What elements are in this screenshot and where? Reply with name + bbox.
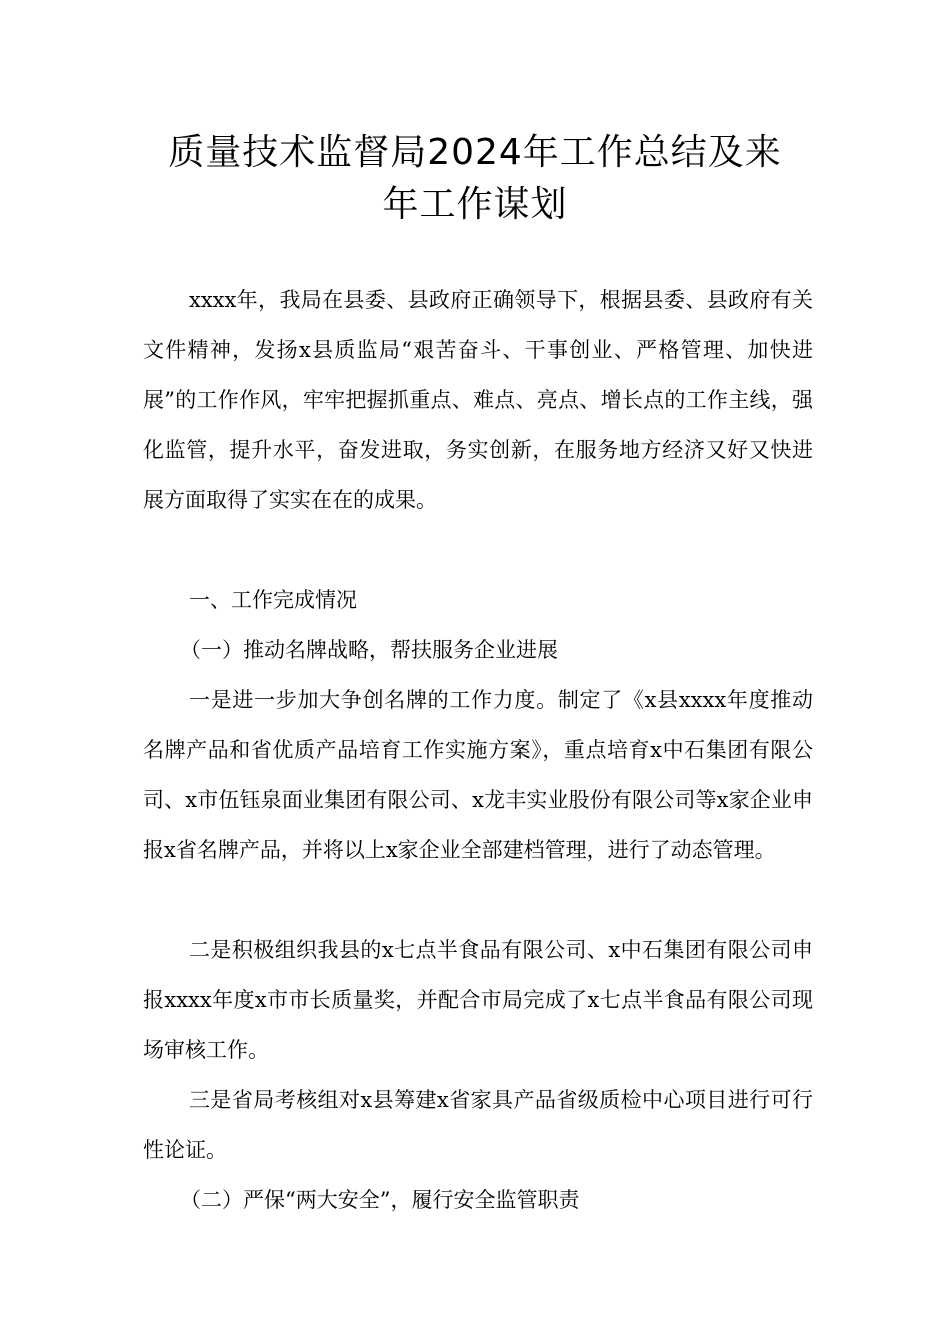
intro-paragraph: xxxx年，我局在县委、县政府正确领导下，根据县委、县政府有关文件精神，发扬x县质监局“艰苦奋斗、干事创业、严格管理、加快进展”的工作作风，牢牢把握抓重点、难点、亮点、增长点的工作主线，强化监管，提升水平，奋发进取，务实创新，在服务地方经济又好又快进展方面取得了实实在在的成果。 bbox=[143, 288, 813, 512]
document-title-line-2: 年工作谋划 bbox=[382, 184, 568, 225]
paragraph-2: 二是积极组织我县的x七点半食品有限公司、x中石集团有限公司申报xxxx年度x市市长质量奖，并配合市局完成了x七点半食品有限公司现场审核工作。 bbox=[143, 938, 813, 1062]
section-heading-1: 一、工作完成情况 bbox=[189, 588, 357, 612]
paragraph-1: 一是进一步加大争创名牌的工作力度。制定了《x县xxxx年度推动名牌产品和省优质产品培育工作实施方案》，重点培育x中石集团有限公司、x市伍钰泉面业集团有限公司、x龙丰实业股份有限公司等x家企业申报x省名牌产品，并将以上x家企业全部建档管理，进行了动态管理。 bbox=[143, 688, 813, 862]
paragraph-3: 三是省局考核组对x县筹建x省家具产品省级质检中心项目进行可行性论证。 bbox=[143, 1088, 813, 1162]
document-title-line-1: 质量技术监督局2024年工作总结及来 bbox=[168, 132, 782, 173]
subsection-heading-2: （二）严保“两大安全”，履行安全监管职责 bbox=[180, 1188, 580, 1212]
subsection-heading-1: （一）推动名牌战略，帮扶服务企业进展 bbox=[180, 638, 558, 662]
